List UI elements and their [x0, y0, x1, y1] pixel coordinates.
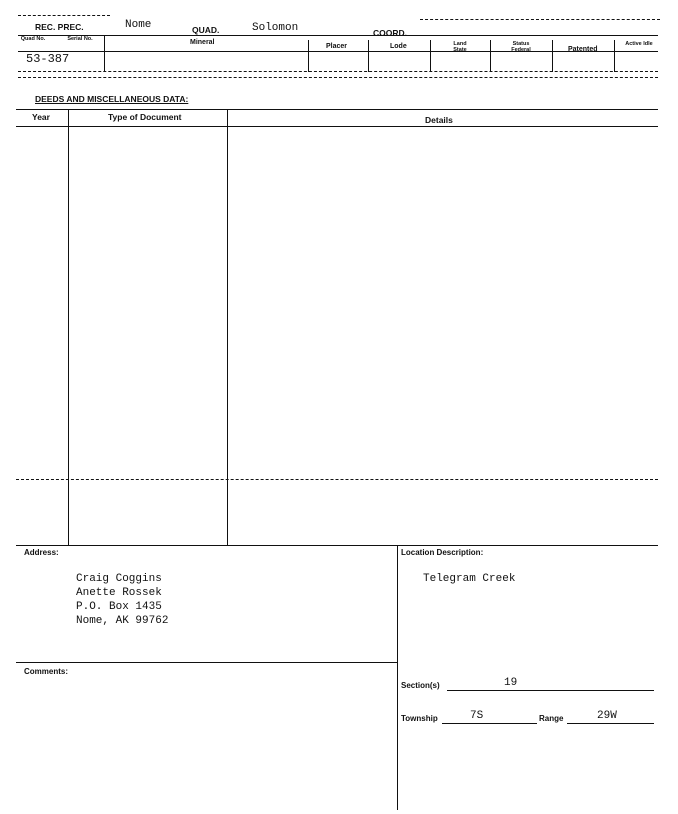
col-divider-patented	[614, 40, 615, 72]
quad-label: QUAD.	[192, 25, 220, 35]
address-block	[76, 572, 168, 628]
quad-serial-value: 53-387	[26, 52, 70, 66]
comments-label: Comments:	[24, 667, 69, 676]
address-line: Anette Rossek	[76, 587, 162, 599]
rec-prec-value: Nome	[125, 19, 152, 31]
col-serial-no: Serial No.	[67, 36, 93, 42]
quad-value: Solomon	[252, 22, 299, 34]
deeds-section-title: DEEDS AND MISCELLANEOUS DATA:	[35, 94, 189, 104]
township-value: 7S	[470, 710, 484, 722]
col-active-idle: Active Idle	[625, 41, 653, 47]
location-value: Telegram Creek	[423, 573, 516, 585]
deeds-top-line	[16, 109, 658, 110]
rec-prec-label: REC. PREC.	[35, 22, 84, 32]
header-top-dash-right	[420, 19, 660, 20]
address-bottom-line	[16, 662, 397, 663]
address-line: Nome, AK 99762	[76, 615, 169, 627]
col-divider-land	[490, 40, 491, 72]
township-underline	[442, 723, 537, 724]
col-divider-status	[552, 40, 553, 72]
section-label: Section(s)	[401, 681, 440, 690]
section-underline	[447, 690, 654, 691]
bottom-top-line	[16, 545, 658, 546]
col-land-state: Land State	[453, 41, 467, 53]
col-divider-placer	[368, 40, 369, 72]
location-label: Location Description:	[401, 548, 484, 557]
col-placer: Placer	[326, 43, 348, 50]
address-line: P.O. Box 1435	[76, 601, 162, 613]
header-line-1	[18, 35, 658, 36]
bottom-center-divider	[397, 545, 398, 810]
deeds-col-year: Year	[32, 112, 50, 122]
col-divider-serial	[104, 35, 105, 72]
deeds-col-details: Details	[425, 115, 453, 125]
range-value: 29W	[597, 710, 617, 722]
col-quad-no: Quad No.	[20, 36, 46, 42]
address-label: Address:	[24, 548, 59, 557]
header-line-2	[18, 51, 658, 52]
header-top-dash	[18, 15, 110, 16]
township-label: Township	[401, 714, 438, 723]
coord-label: COORD.	[373, 28, 407, 38]
col-mineral: Mineral	[190, 39, 215, 46]
section-value: 19	[504, 677, 518, 689]
col-patented: Patented	[568, 46, 598, 53]
address-line: Craig Coggins	[76, 573, 162, 585]
col-divider-lode	[430, 40, 431, 72]
deeds-header-line	[16, 126, 658, 127]
col-status-federal: Status Federal	[511, 41, 531, 53]
col-divider-mineral	[308, 40, 309, 72]
deeds-dashed-separator	[16, 479, 658, 480]
deeds-col-type: Type of Document	[108, 112, 182, 122]
header-line-3	[18, 71, 658, 72]
range-underline	[567, 723, 654, 724]
col-lode: Lode	[390, 43, 407, 50]
header-line-4	[18, 77, 658, 78]
range-label: Range	[539, 714, 564, 723]
